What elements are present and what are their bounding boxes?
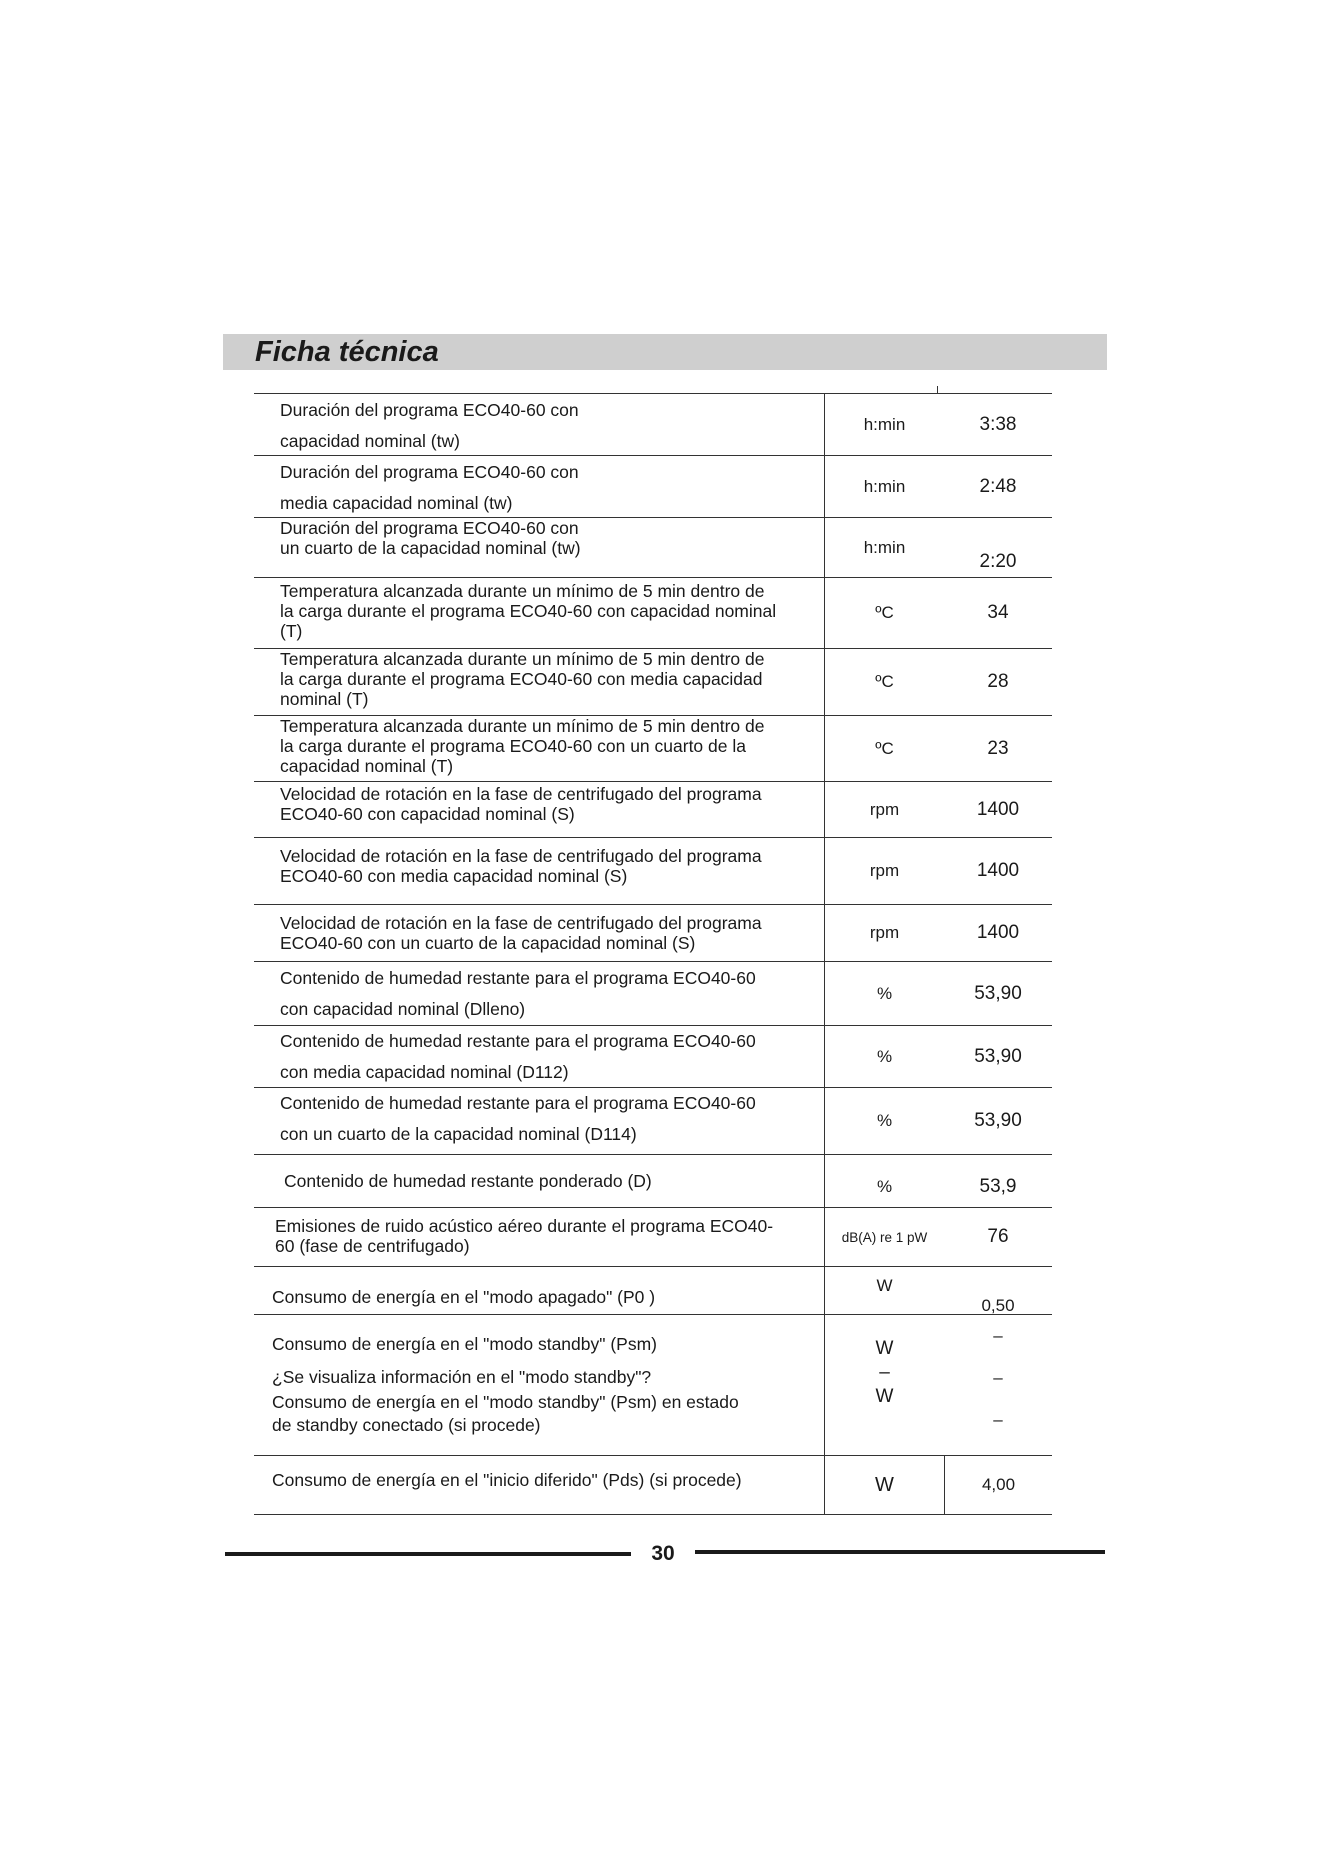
row-unit: W – W [824, 1315, 944, 1455]
row-description: Temperatura alcanzada durante un mínimo de 5 min dentro de la carga durante el programa ECO40-60 con capacidad nominal (T) [280, 581, 777, 641]
table-row [254, 1455, 1052, 1515]
row-description: Velocidad de rotación en la fase de centrifugado del programa ECO40-60 con media capacidad nominal (S) [280, 846, 762, 886]
row-unit: ºC [824, 716, 944, 781]
row-unit: h:min [824, 456, 944, 517]
row-description: Consumo de energía en el "modo apagado" (P0 ) [272, 1287, 656, 1307]
table-row [254, 1087, 1052, 1154]
table-row [254, 1025, 1052, 1087]
row-value: 53,90 [974, 982, 1022, 1004]
row-value: 0,50 [981, 1295, 1015, 1315]
table-row [254, 715, 1052, 781]
row-unit: % [824, 962, 944, 1025]
page-title: Ficha técnica [255, 336, 439, 368]
section-header [223, 334, 1107, 370]
row-description: Contenido de humedad restante para el programa ECO40-60 con media capacidad nominal (D112) [280, 1031, 756, 1082]
table-row [254, 648, 1052, 715]
row-unit: h:min [824, 394, 944, 455]
row-value: 1400 [976, 860, 1020, 881]
row-value: 3:38 [979, 413, 1017, 435]
row-description: Consumo de energía en el "modo standby" (Psm) ¿Se visualiza información en el "modo standby"? Consumo de energía en el "modo standby" (Psm) en estado de standby conectado (si procede) [272, 1334, 739, 1435]
row-value: 23 [987, 737, 1009, 759]
row-value: 4,00 [944, 1456, 1052, 1514]
row-description: Contenido de humedad restante ponderado (D) [284, 1171, 652, 1191]
row-description: Contenido de humedad restante para el programa ECO40-60 con capacidad nominal (Dlleno) [280, 968, 756, 1019]
table-row [254, 393, 1052, 455]
table-row [254, 1154, 1052, 1207]
table-row [254, 1314, 1052, 1455]
row-description: Emisiones de ruido acústico aéreo durante el programa ECO40- 60 (fase de centrifugado) [275, 1216, 774, 1256]
row-description: Temperatura alcanzada durante un mínimo de 5 min dentro de la carga durante el programa ECO40-60 con un cuarto de la capacidad nominal (T) [280, 716, 765, 776]
row-value: 1400 [976, 922, 1020, 943]
spec-table [254, 393, 1052, 1515]
row-unit: dB(A) re 1 pW [824, 1208, 944, 1266]
row-description: Duración del programa ECO40-60 con capacidad nominal (tw) [280, 400, 579, 451]
row-description: Temperatura alcanzada durante un mínimo de 5 min dentro de la carga durante el programa ECO40-60 con media capacidad nominal (T) [280, 649, 765, 709]
table-row [254, 781, 1052, 837]
row-value: 53,9 [979, 1176, 1017, 1197]
footer-rule-right [695, 1550, 1105, 1554]
footer-rule-left [225, 1552, 631, 1556]
row-value: 2:48 [979, 475, 1017, 497]
row-unit: W [824, 1267, 944, 1314]
row-unit: ºC [824, 578, 944, 648]
table-row [254, 1266, 1052, 1314]
row-unit: % [824, 1155, 944, 1207]
row-value: 53,90 [974, 1110, 1022, 1131]
row-description: Velocidad de rotación en la fase de centrifugado del programa ECO40-60 con capacidad nominal (S) [280, 784, 762, 824]
page-number: 30 [651, 1542, 675, 1565]
row-unit: rpm [824, 838, 944, 904]
table-row [254, 961, 1052, 1025]
row-value: 34 [987, 602, 1009, 623]
row-unit: W [824, 1456, 944, 1514]
row-unit: ºC [824, 649, 944, 715]
row-description: Contenido de humedad restante para el programa ECO40-60 con un cuarto de la capacidad nominal (D114) [280, 1093, 756, 1144]
row-description: Duración del programa ECO40-60 con media capacidad nominal (tw) [280, 462, 579, 513]
table-row [254, 1207, 1052, 1266]
row-unit: % [824, 1088, 944, 1154]
row-unit: % [824, 1026, 944, 1087]
row-description: Duración del programa ECO40-60 con un cuarto de la capacidad nominal (tw) [280, 518, 581, 558]
table-row [254, 904, 1052, 961]
table-row [254, 837, 1052, 904]
table-row [254, 517, 1052, 577]
row-value: 76 [987, 1226, 1009, 1247]
row-description: Velocidad de rotación en la fase de centrifugado del programa ECO40-60 con un cuarto de la capacidad nominal (S) [280, 913, 762, 953]
row-unit: h:min [824, 518, 944, 577]
row-value: 2:20 [979, 550, 1017, 572]
row-unit: rpm [824, 905, 944, 961]
row-description: Consumo de energía en el "inicio diferido" (Pds) (si procede) [272, 1470, 742, 1490]
row-value: 28 [987, 671, 1009, 692]
table-row [254, 455, 1052, 517]
row-value: 53,90 [974, 1045, 1022, 1067]
table-row [254, 577, 1052, 648]
row-unit: rpm [824, 782, 944, 837]
row-value: – – – [993, 1326, 1003, 1429]
row-value: 1400 [976, 798, 1020, 820]
